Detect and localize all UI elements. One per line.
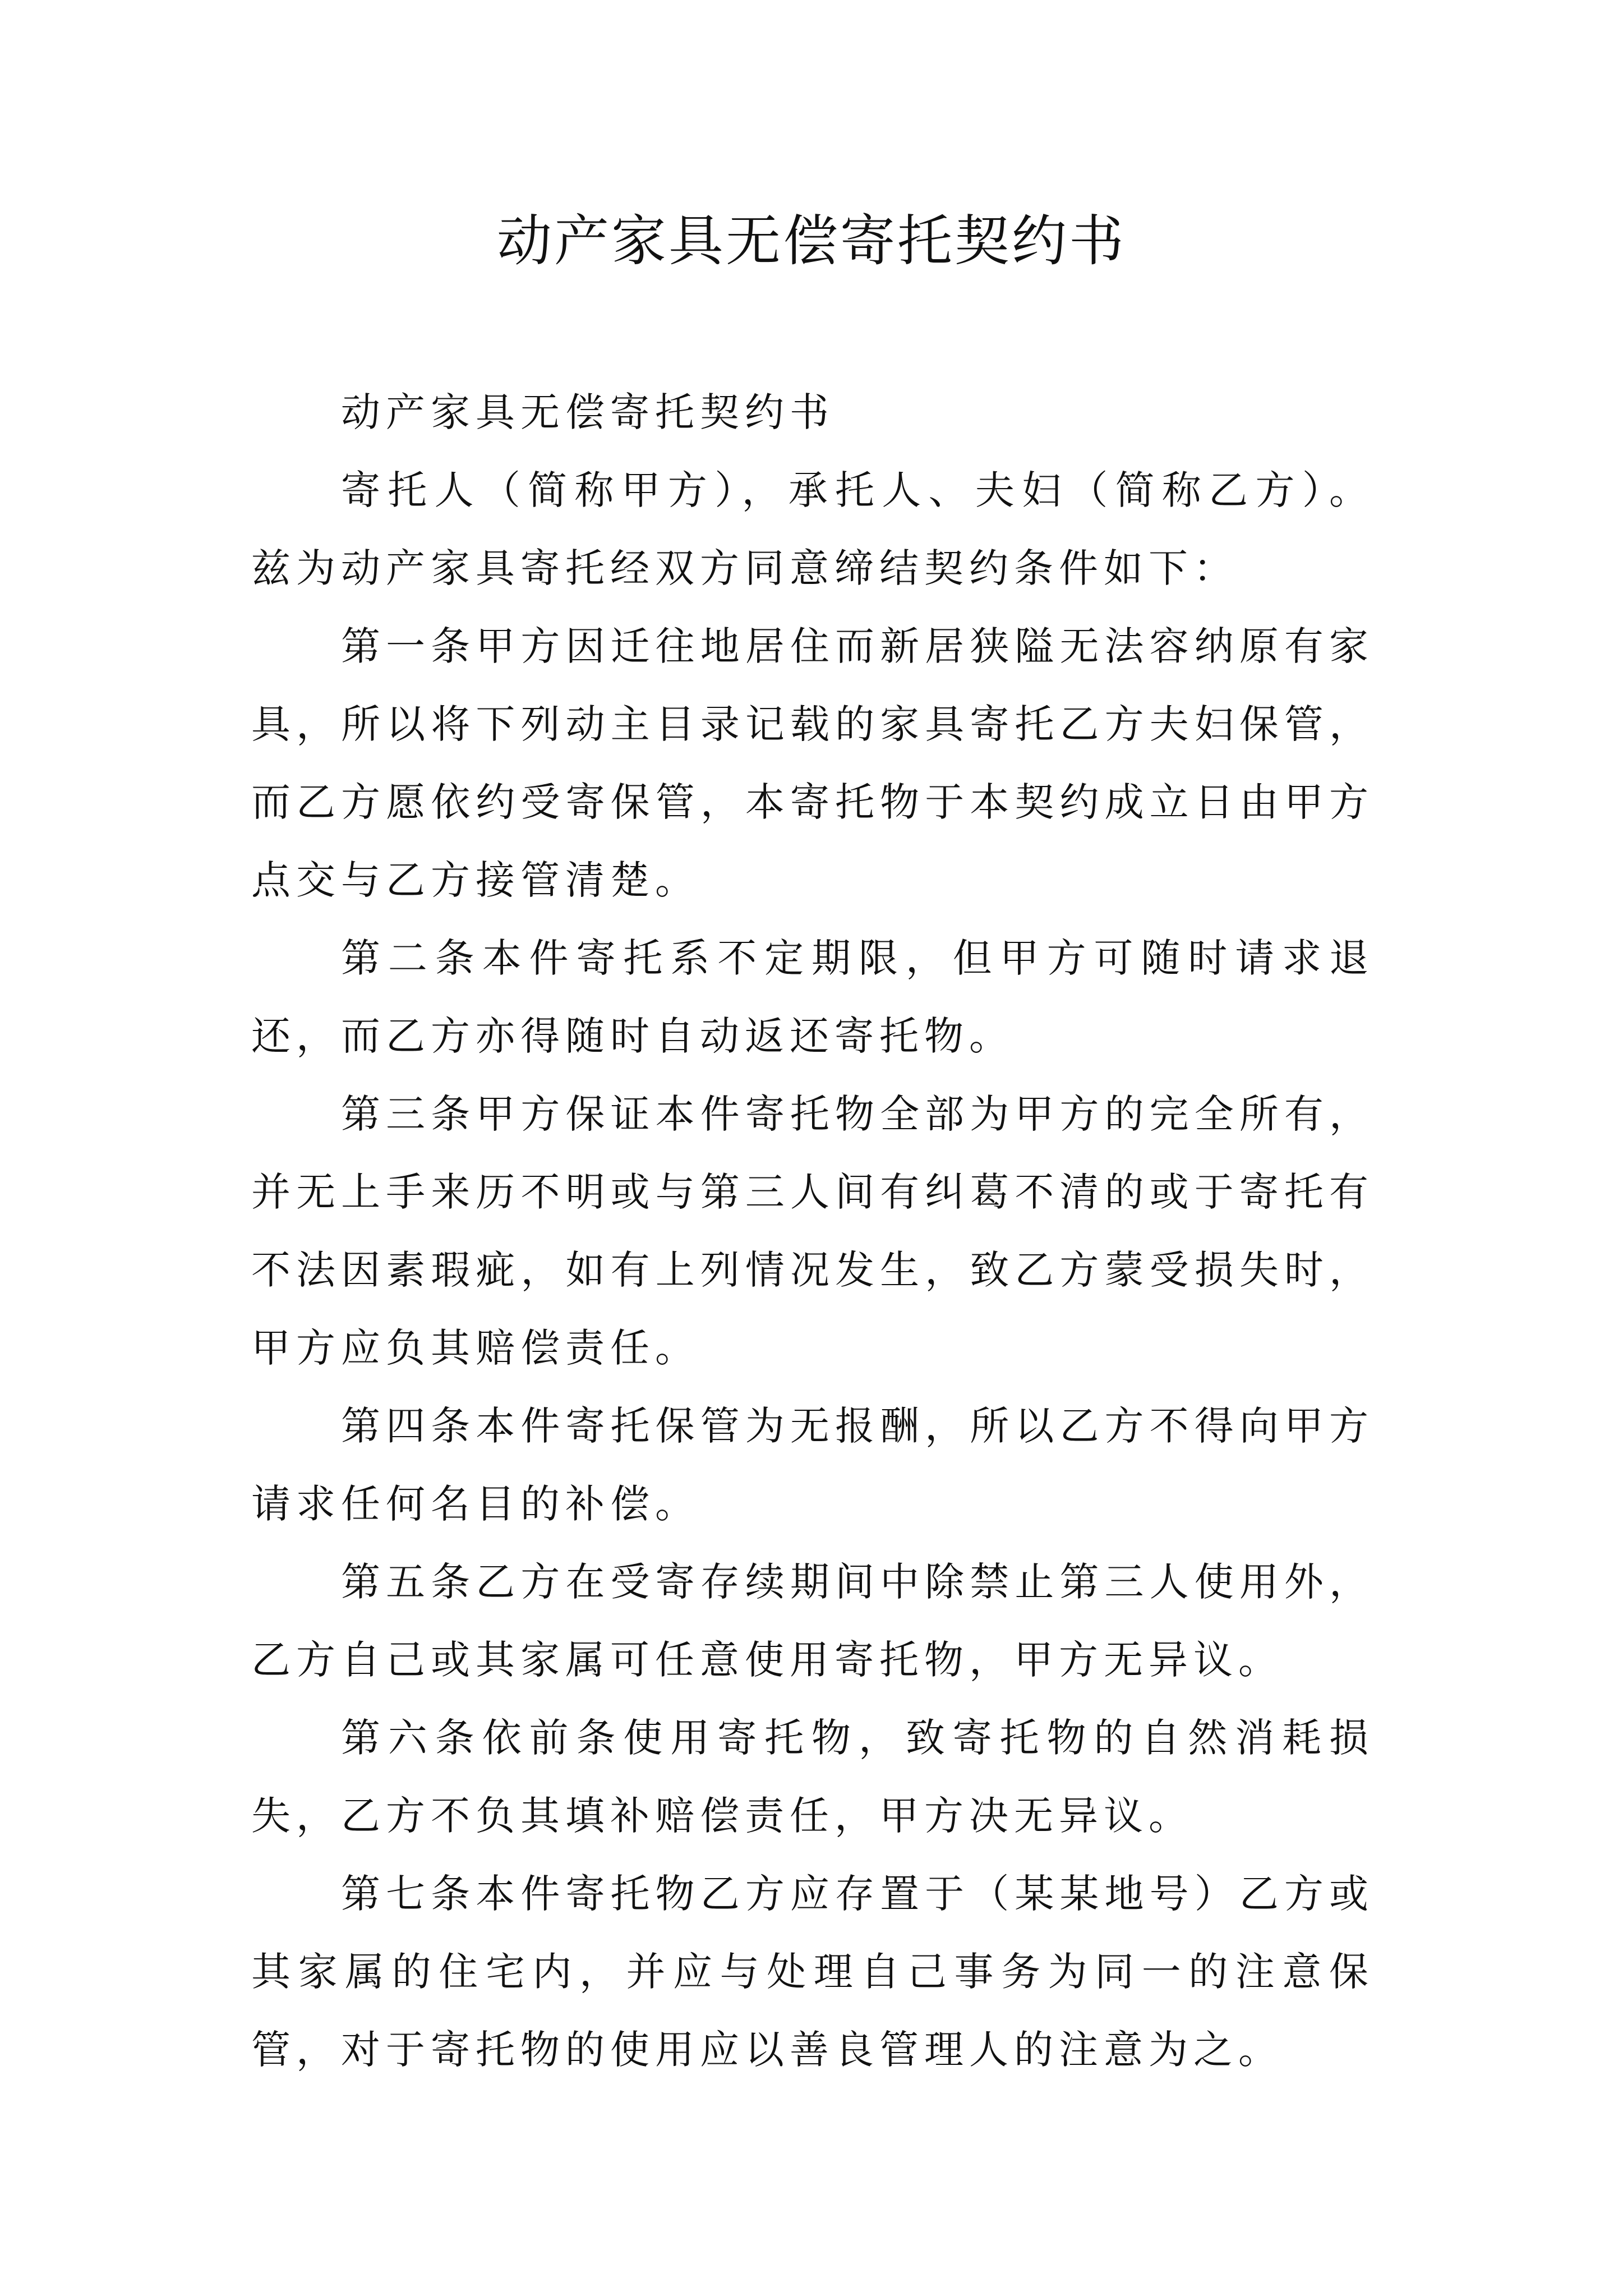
paragraph-article-1: 第一条甲方因迁往地居住而新居狭隘无法容纳原有家具，所以将下列动主目录记载的家具寄托乙方夫妇保管，而乙方愿依约受寄保管，本寄托物于本契约成立日由甲方点交与乙方接管清楚。: [251, 623, 1374, 903]
paragraph-article-4: 第四条本件寄托保管为无报酬，所以乙方不得向甲方请求任何名目的补偿。: [251, 1403, 1374, 1527]
paragraph-article-5: 第五条乙方在受寄存续期间中除禁止第三人使用外，乙方自己或其家属可任意使用寄托物，甲方无异议。: [251, 1559, 1374, 1683]
paragraph-article-6: 第六条依前条使用寄托物，致寄托物的自然消耗损失，乙方不负其填补赔偿责任，甲方决无异议。: [251, 1715, 1374, 1839]
document-title: 动产家具无偿寄托契约书: [496, 209, 1126, 273]
paragraph-article-7: 第七条本件寄托物乙方应存置于（某某地号）乙方或其家属的住宅内，并应与处理自己事务为同一的注意保管，对于寄托物的使用应以善良管理人的注意为之。: [251, 1871, 1374, 2073]
document-body: [251, 374, 1374, 2089]
paragraph-article-2: 第二条本件寄托系不定期限，但甲方可随时请求退还，而乙方亦得随时自动返还寄托物。: [251, 935, 1374, 1059]
paragraph-article-3: 第三条甲方保证本件寄托物全部为甲方的完全所有，并无上手来历不明或与第三人间有纠葛不清的或于寄托有不法因素瑕疵，如有上列情况发生，致乙方蒙受损失时，甲方应负其赔偿责任。: [251, 1091, 1374, 1371]
paragraph-parties: 寄托人（简称甲方），承托人、夫妇（简称乙方）。兹为动产家具寄托经双方同意缔结契约条件如下：: [251, 467, 1374, 591]
paragraph-subtitle: 动产家具无偿寄托契约书: [341, 389, 834, 435]
